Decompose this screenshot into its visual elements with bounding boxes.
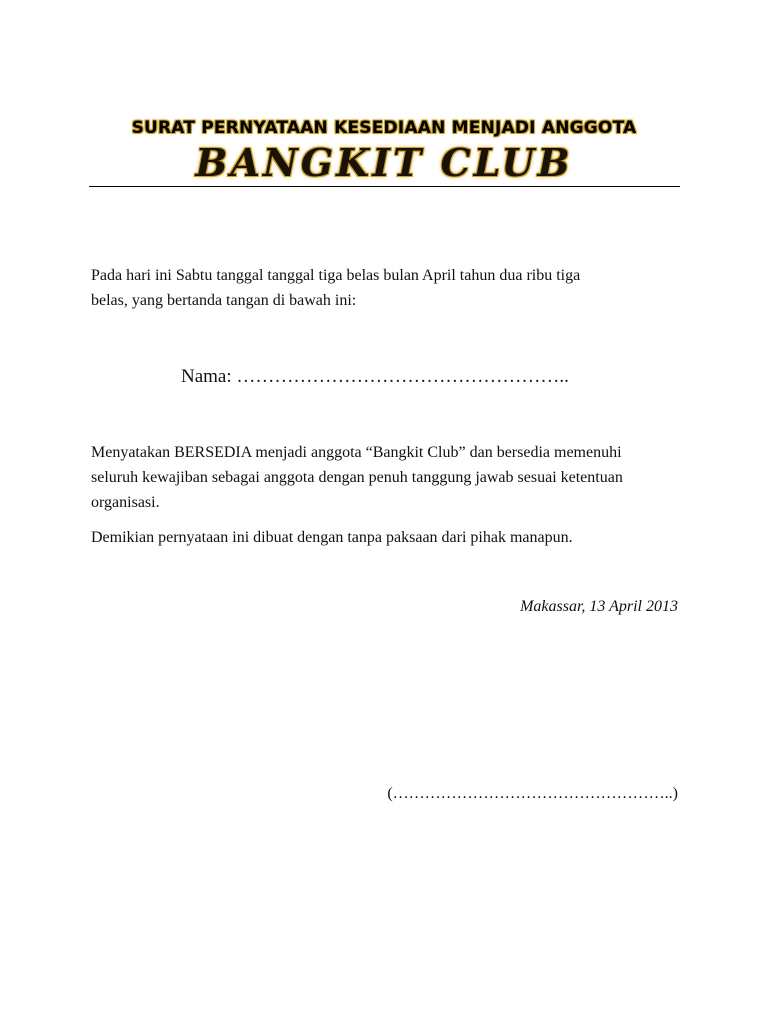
opening-line-1: Pada hari ini Sabtu tanggal tanggal tiga belas bulan April tahun dua ribu tiga — [91, 267, 581, 284]
opening-paragraph — [91, 263, 686, 313]
signature-line: (……………………………………………..) — [387, 785, 678, 802]
statement-line-3: organisasi. — [91, 494, 160, 511]
statement-paragraph — [91, 440, 686, 515]
statement-line-1: Menyatakan BERSEDIA menjadi anggota “Bangkit Club” dan bersedia memenuhi — [91, 444, 622, 461]
header-divider — [89, 186, 680, 187]
name-field: Nama: …………………………………………….. — [181, 366, 569, 387]
document-title: SURAT PERNYATAAN KESEDIAAN MENJADI ANGGOTA — [131, 118, 637, 138]
place-and-date: Makassar, 13 April 2013 — [520, 598, 678, 615]
closing-paragraph: Demikian pernyataan ini dibuat dengan tanpa paksaan dari pihak manapun. — [91, 529, 573, 546]
club-name-heading: BANGKIT CLUB — [195, 140, 573, 185]
opening-line-2: belas, yang bertanda tangan di bawah ini: — [91, 292, 357, 309]
statement-line-2: seluruh kewajiban sebagai anggota dengan penuh tanggung jawab sesuai ketentuan — [91, 469, 623, 486]
